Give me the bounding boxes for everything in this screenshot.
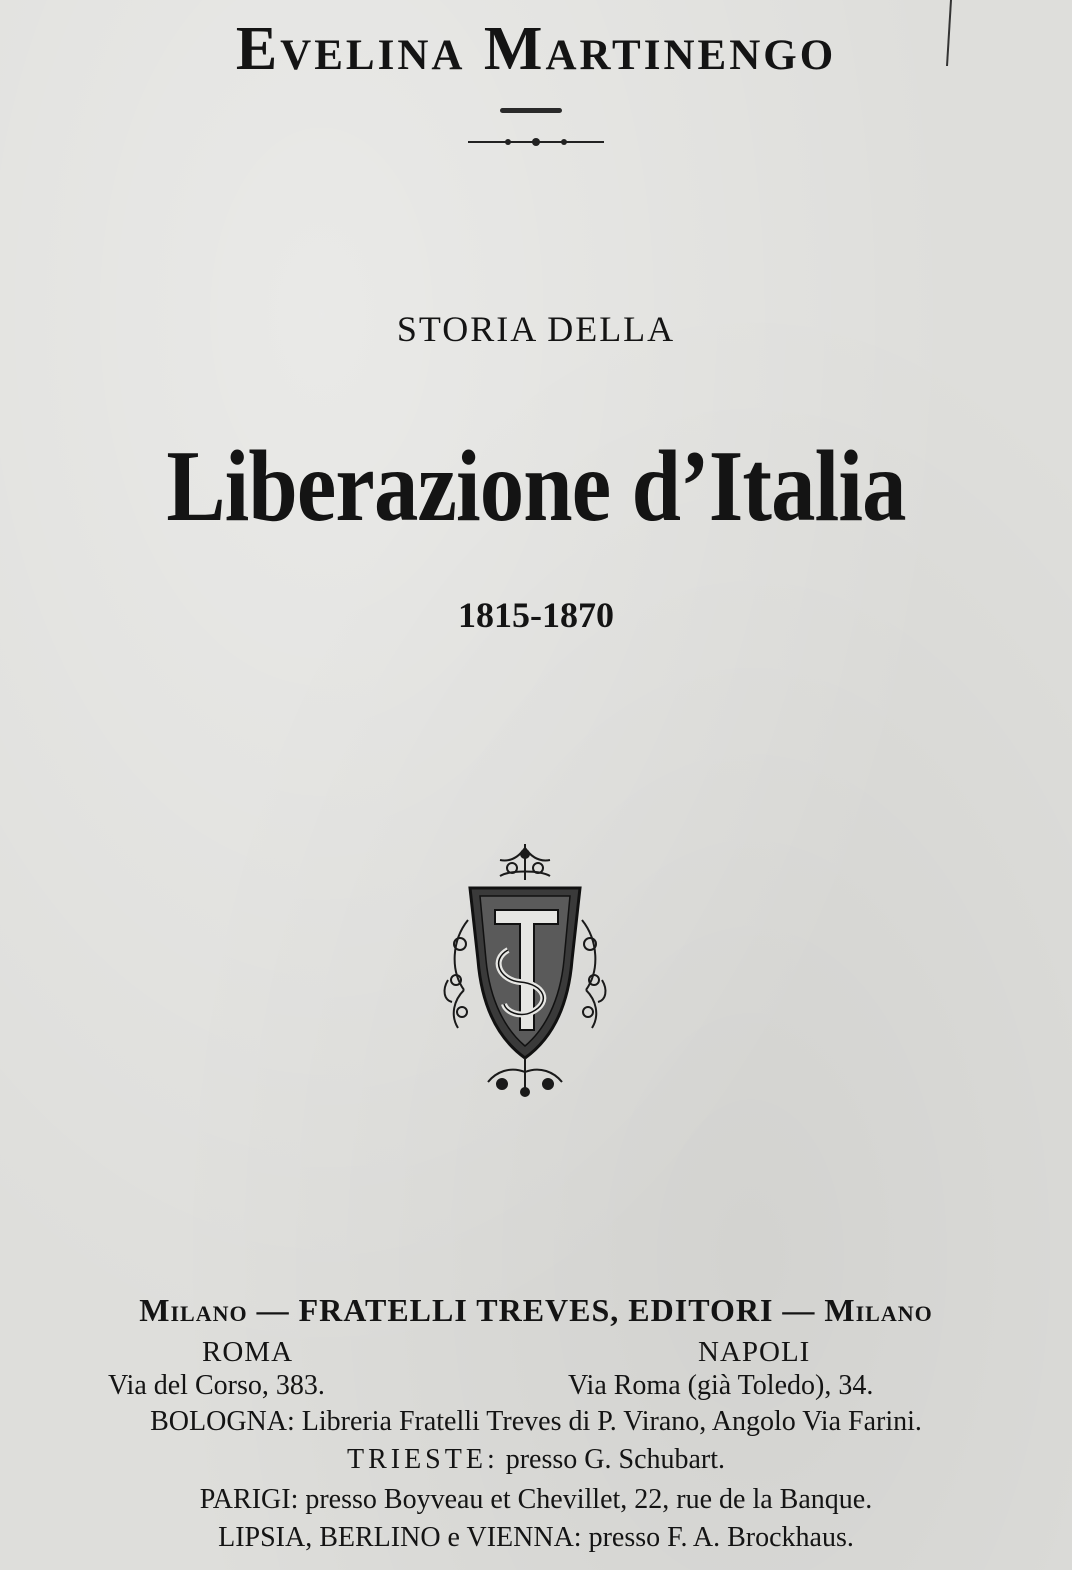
publisher-dash-right: — [782,1292,816,1328]
publisher-dash-left: — [256,1292,290,1328]
publisher-line [0,1292,1072,1329]
agent-trieste [0,1444,1072,1476]
publisher-city-right: Milano [824,1292,933,1328]
title-prefix: STORIA DELLA [396,309,676,349]
branch-city-napoli: NAPOLI [698,1336,811,1368]
branch-city-roma: ROMA [202,1336,294,1368]
ornamental-rule-icon [468,134,604,150]
short-rule [500,108,562,113]
agent-bologna: BOLOGNA: Libreria Fratelli Treves di P. Virano, Angolo Via Farini. [150,1406,922,1437]
agent-trieste-label: TRIESTE: [346,1444,499,1475]
agent-trieste-text: presso G. Schubart. [505,1444,726,1475]
branch-address-napoli: Via Roma (già Toledo), 34. [568,1370,874,1401]
publisher-name: FRATELLI TREVES, EDITORI [298,1292,774,1328]
book-title: Liberazione d’Italia [166,430,906,543]
branch-address-roma: Via del Corso, 383. [108,1370,325,1401]
publisher-city-left: Milano [139,1292,248,1328]
date-range: 1815-1870 [458,595,614,635]
agent-lipsia: LIPSIA, BERLINO e VIENNA: presso F. A. Brockhaus. [218,1522,854,1553]
treves-emblem-icon [440,840,610,1102]
author-name: Evelina Martinengo [235,15,837,83]
agent-parigi: PARIGI: presso Boyveau et Chevillet, 22, rue de la Banque. [199,1484,873,1515]
